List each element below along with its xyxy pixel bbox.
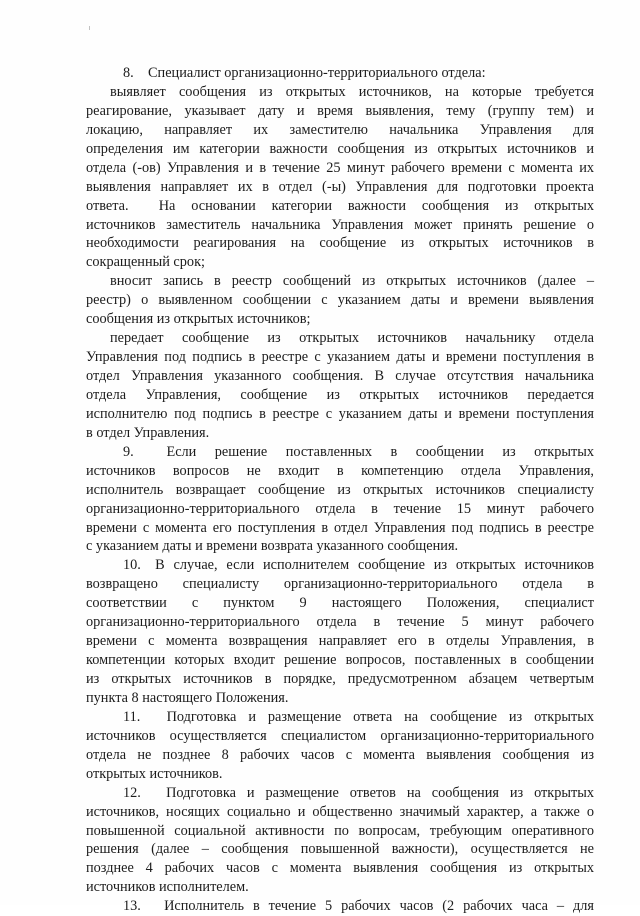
- paragraph: [86, 897, 594, 916]
- text-line: отдела (-ов) Управления и в течение 25 минут рабочего времени с момента их: [86, 159, 594, 176]
- text-line: 11. Подготовка и размещение ответа на сообщение из открытых: [123, 708, 594, 725]
- document-body: [86, 64, 594, 916]
- text-line: времени с момента возвращения направляет его в отделы Управления, в: [86, 633, 594, 650]
- text-line: локацию, направляет их заместителю начальника Управления для: [86, 121, 594, 138]
- paragraph: [86, 83, 594, 272]
- scan-mark: [89, 26, 90, 30]
- text-line: 8. Специалист организационно-территориального отдела:: [123, 65, 486, 81]
- text-line: в отдел Управления.: [86, 424, 210, 441]
- text-line: решения (далее – сообщения повышенной важности), осуществляется не: [86, 841, 594, 858]
- text-line: источников, носящих социально и общественно значимый характер, а также о: [86, 803, 594, 820]
- text-line: передает сообщение из открытых источников начальнику отдела: [110, 330, 594, 347]
- text-line: пункта 8 настоящего Положения.: [86, 689, 289, 706]
- text-line: сокращенный срок;: [86, 254, 205, 271]
- text-line: 12. Подготовка и размещение ответов на сообщения из открытых: [123, 784, 594, 801]
- text-line: из открытых источников в порядке, предусмотренном абзацем четвертым: [86, 671, 594, 687]
- text-line: открытых источников.: [86, 765, 223, 782]
- paragraph: [86, 556, 594, 708]
- text-line: источников осуществляется специалистом организационно-территориального: [86, 727, 594, 744]
- paragraph: [86, 329, 594, 443]
- text-line: времени с момента его поступления в отдел Управления под подпись в реестре: [86, 519, 594, 536]
- text-line: отдел Управления указанного сообщения. В случае отсутствия начальника: [86, 368, 594, 384]
- text-line: исполнитель возвращает сообщение из открытых источников специалисту: [86, 481, 594, 498]
- paragraph: [86, 708, 594, 784]
- paragraph: [86, 272, 594, 329]
- text-line: 9. Если решение поставленных в сообщении из открытых: [123, 443, 594, 460]
- text-line: исполнителю под подпись в реестре с указанием даты и времени поступления: [86, 405, 594, 422]
- text-line: повышенной социальной активности по вопросам, требующим оперативного: [86, 822, 594, 839]
- text-line: организационно-территориального отдела в течение 15 минут рабочего: [86, 500, 594, 517]
- text-line: необходимости реагирования на сообщение из открытых источников в: [86, 235, 594, 252]
- text-line: ответа. На основании категории важности сообщения из открытых: [86, 197, 594, 214]
- text-line: вносит запись в реестр сообщений из открытых источников (далее –: [110, 273, 594, 290]
- text-line: выявляет сообщения из открытых источников, на которые требуется: [110, 83, 594, 100]
- text-line: соответствии с пунктом 9 настоящего Положения, специалист: [86, 595, 594, 612]
- text-line: организационно-территориального отдела в течение 5 минут рабочего: [86, 614, 594, 631]
- text-line: реагирование, указывает дату и время выявления, тему (группу тем) и: [86, 102, 594, 119]
- text-line: позднее 4 рабочих часов с момента выявления сообщения из открытых: [86, 860, 594, 877]
- paragraph: [86, 64, 594, 83]
- text-line: определения им категории важности сообщения из открытых источников и: [86, 140, 594, 157]
- text-line: источников исполнителем.: [86, 879, 249, 896]
- text-line: отдела Управления, сообщение из открытых источников передается: [86, 386, 594, 403]
- text-line: источников вопросов не входит в компетенцию отдела Управления,: [86, 462, 594, 479]
- text-line: сообщения из открытых источников;: [86, 311, 311, 328]
- text-line: источников заместитель начальника Управления может принять решение о: [86, 216, 594, 233]
- paragraph: [86, 784, 594, 898]
- text-line: 10. В случае, если исполнителем сообщение из открытых источников: [123, 557, 594, 574]
- text-line: 13. Исполнитель в течение 5 рабочих часов (2 рабочих часа – для: [123, 898, 594, 915]
- text-line: отдела не позднее 8 рабочих часов с момента выявления сообщения из: [86, 746, 594, 763]
- text-line: Управления под подпись в реестре с указанием даты и времени поступления в: [86, 349, 594, 366]
- text-line: компетенции которых входит решение вопросов, поставленных в сообщении: [86, 652, 594, 669]
- text-line: с указанием даты и времени возврата указанного сообщения.: [86, 538, 459, 555]
- paragraph: [86, 443, 594, 557]
- text-line: возвращено специалисту организационно-территориального отдела в: [86, 576, 594, 593]
- text-line: выявления направляет их в отдел (-ы) Управления для подготовки проекта: [86, 178, 594, 195]
- text-line: реестр) о выявленном сообщении с указанием даты и времени выявления: [86, 292, 594, 309]
